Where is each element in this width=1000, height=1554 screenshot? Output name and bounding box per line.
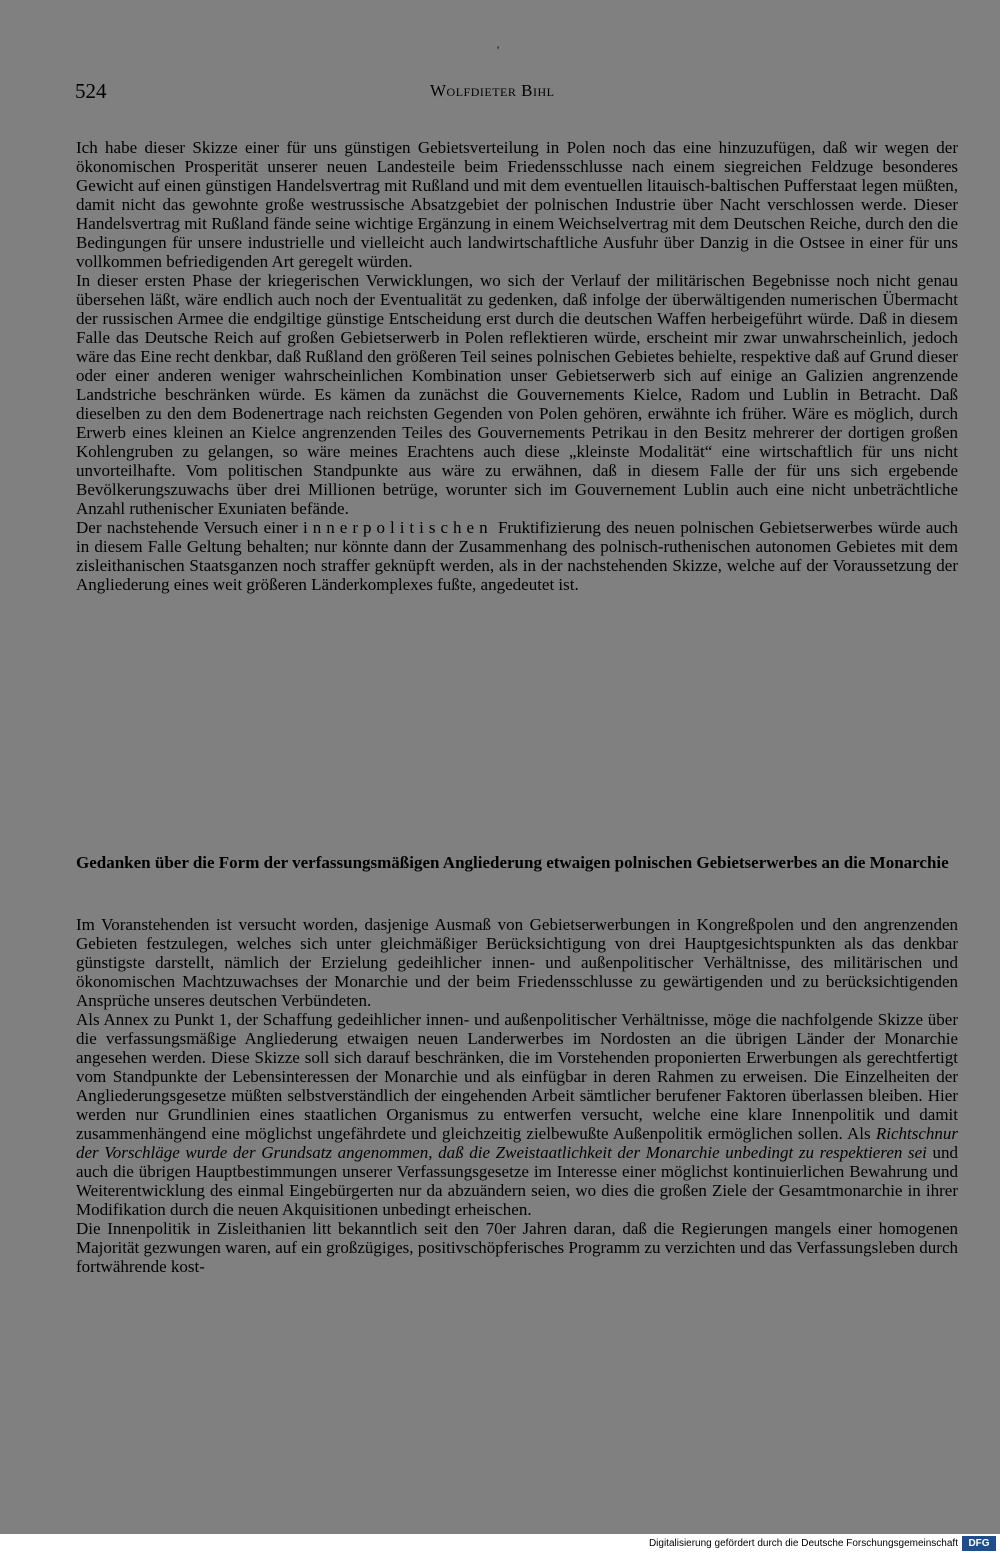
paragraph-text: Der nachstehende Versuch einer — [76, 518, 298, 537]
funding-credit: Digitalisierung gefördert durch die Deutsche Forschungsgemeinschaft — [648, 1538, 958, 1549]
dfg-logo-icon: DFG — [962, 1536, 996, 1551]
paragraph-text: Als Annex zu Punkt 1, der Schaffung gedeihlicher innen- und außenpolitischer Verhältnisse, möge die nachfolgende Skizze über die verfassungsmäßige Angliederung etwaigen neuen Landerwerbes im Nordosten an die übrigen Länder der Monarchie angesehen werden. Diese Skizze soll sich darauf beschränken, die im Vorstehenden proponierten Erwerbungen als gerechtfertigt vom Standpunkte der Lebensinteressen der Monarchie und als einfügbar in deren Rahmen zu erweisen. Die Einzelheiten der Angliederungsgesetze müßten selbstverständlich der eingehenden Arbeit sämtlicher berufener Faktoren überlassen bleiben. Hier werden nur Grundlinien eines staatlichen Organismus zu entwerfen versucht, welche eine klare Innenpolitik und damit zusammenhängend eine möglichst ungefährdete und gleichzeitig zielbewußte Außenpolitik ermöglichen sollen. Als — [76, 1010, 958, 1143]
paragraph — [76, 518, 958, 594]
paragraph: Die Innenpolitik in Zisleithanien litt bekanntlich seit den 70er Jahren daran, daß die Regierungen mangels einer homogenen Majorität gezwungen waren, auf ein großzügiges, positivschöpferisches Programm zu verzichten und das Verfassungsleben durch fortwährende kost- — [76, 1219, 959, 1276]
spaced-emphasis: innerpolitischen — [303, 518, 493, 537]
paragraph: In dieser ersten Phase der kriegerischen Verwicklungen, wo sich der Verlauf der militärischen Begebnisse noch nicht genau übersehen läßt, wäre endlich auch noch der Eventualität zu gedenken, daß infolge der überwältigenden numerischen Übermacht der russischen Armee die endgiltige günstige Entscheidung erst durch die deutschen Waffen herbeigeführt würde. Daß in diesem Falle das Deutsche Reich auf großen Gebietserwerb in Polen reflektieren würde, erscheint mir zwar unwahrscheinlich, jedoch wäre das Eine recht denkbar, daß Rußland den größeren Teil seines polnischen Gebietes behielte, respektive daß auf Grund dieser oder einer anderen weniger wahrscheinlichen Kombination unser Gebietserwerb sich auf einige an Galizien angrenzende Landstriche beschränken würde. Es kämen da zunächst die Gouvernements Kielce, Radom und Lublin in Betracht. Daß dieselben zu den dem Bodenertrage nach reichsten Gegenden von Polen gehören, erwähnte ich früher. Wäre es möglich, durch Erwerb eines kleinen an Kielce angrenzenden Teiles des Gouvernements Petrikau in den Besitz mehrerer der dortigen großen Kohlengruben zu gelangen, so wäre meines Erachtens auch diese „kleinste Modalität“ eine wirtschaftlich für uns nicht unvorteilhafte. Vom politischen Standpunkte aus wäre zu erwähnen, daß in diesem Falle der für uns sich ergebende Bevölkerungszuwachs über drei Millionen betrüge, worunter sich im Gouvernement Lublin auch eine nicht unbeträchtliche Anzahl ruthenischer Exuniaten befände. — [76, 271, 958, 518]
page-header — [75, 78, 958, 106]
italic-emphasis: Richtschnur der Vorschläge wurde der Grundsatz angenommen, daß die Zweistaatlichkeit der Monarchie unbedingt zu respektieren sei — [76, 1124, 959, 1162]
section-heading: Gedanken über die Form der verfassungsmäßigen Angliederung etwaigen polnischen Gebietserwerbes an die Monarchie — [76, 853, 949, 872]
paragraph-text: und auch die übrigen Hauptbestimmungen unserer Verfassungsgesetze im Interesse einer möglichst kontinuierlichen Bewahrung und Weiterentwicklung des einmal Eingebürgerten nur da abzuändern seien, wo dies die großen Ziele der Gesamtmonarchie in ihrer Modifikation durch die neuen Akquisitionen unbedingt erheischen. — [76, 1143, 959, 1219]
stray-mark: ' — [497, 43, 500, 57]
paragraph: Ich habe dieser Skizze einer für uns günstigen Gebietsverteilung in Polen noch das eine hinzuzufügen, daß wir wegen der ökonomischen Prosperität unserer neuen Landesteile beim Friedensschlusse nach einem siegreichen Feldzuge besonderes Gewicht auf einen günstigen Handelsvertrag mit Rußland und mit dem eventuellen litauisch-baltischen Pufferstaat legen müßten, damit nicht das gewohnte große westrussische Absatzgebiet der polnischen Industrie über Nacht verschlossen werde. Dieser Handelsvertrag mit Rußland fände seine wichtige Ergänzung in einem Weichselvertrag mit dem Deutschen Reiche, durch den die Bedingungen für unsere industrielle und vielleicht auch landwirtschaftliche Ausfuhr über Danzig in die Ostsee in einer für uns vollkommen befriedigenden Art geregelt würden. — [76, 138, 958, 271]
paragraph: Im Voranstehenden ist versucht worden, dasjenige Ausmaß von Gebietserwerbungen in Kongreßpolen und den angrenzenden Gebieten festzulegen, welches sich unter gleichmäßiger Berücksichtigung von drei Hauptgesichtspunkten als das denkbar günstigste darstellt, nämlich der Erzielung gedeihlicher innen- und außenpolitischer Verhältnisse, des militärischen und ökonomischen Machtzuwachses der Monarchie und der beim Friedensschlusse zu gewärtigenden und zu berücksichtigenden Ansprüche unseres deutschen Verbündeten. — [76, 915, 958, 1010]
footer-bar — [0, 1534, 1000, 1554]
page-number: 524 — [75, 79, 107, 103]
body-text-top — [76, 138, 958, 594]
paragraph — [76, 1010, 958, 1219]
running-head: Wolfdieter Bihl — [430, 81, 555, 100]
paragraph-text: Fruktifizierung des neuen polnischen Gebietserwerbes würde auch in diesem Falle Geltung behalten; nur könnte dann der Zusammenhang des polnisch-ruthenischen autonomen Gebietes mit dem zisleithanischen Staatsganzen noch straffer geknüpft werden, als in der nachstehenden Skizze, welche auf der Voraussetzung der Angliederung eines weit größeren Länderkomplexes fußte, angedeutet ist. — [76, 518, 958, 594]
body-text-bottom — [76, 915, 958, 1276]
